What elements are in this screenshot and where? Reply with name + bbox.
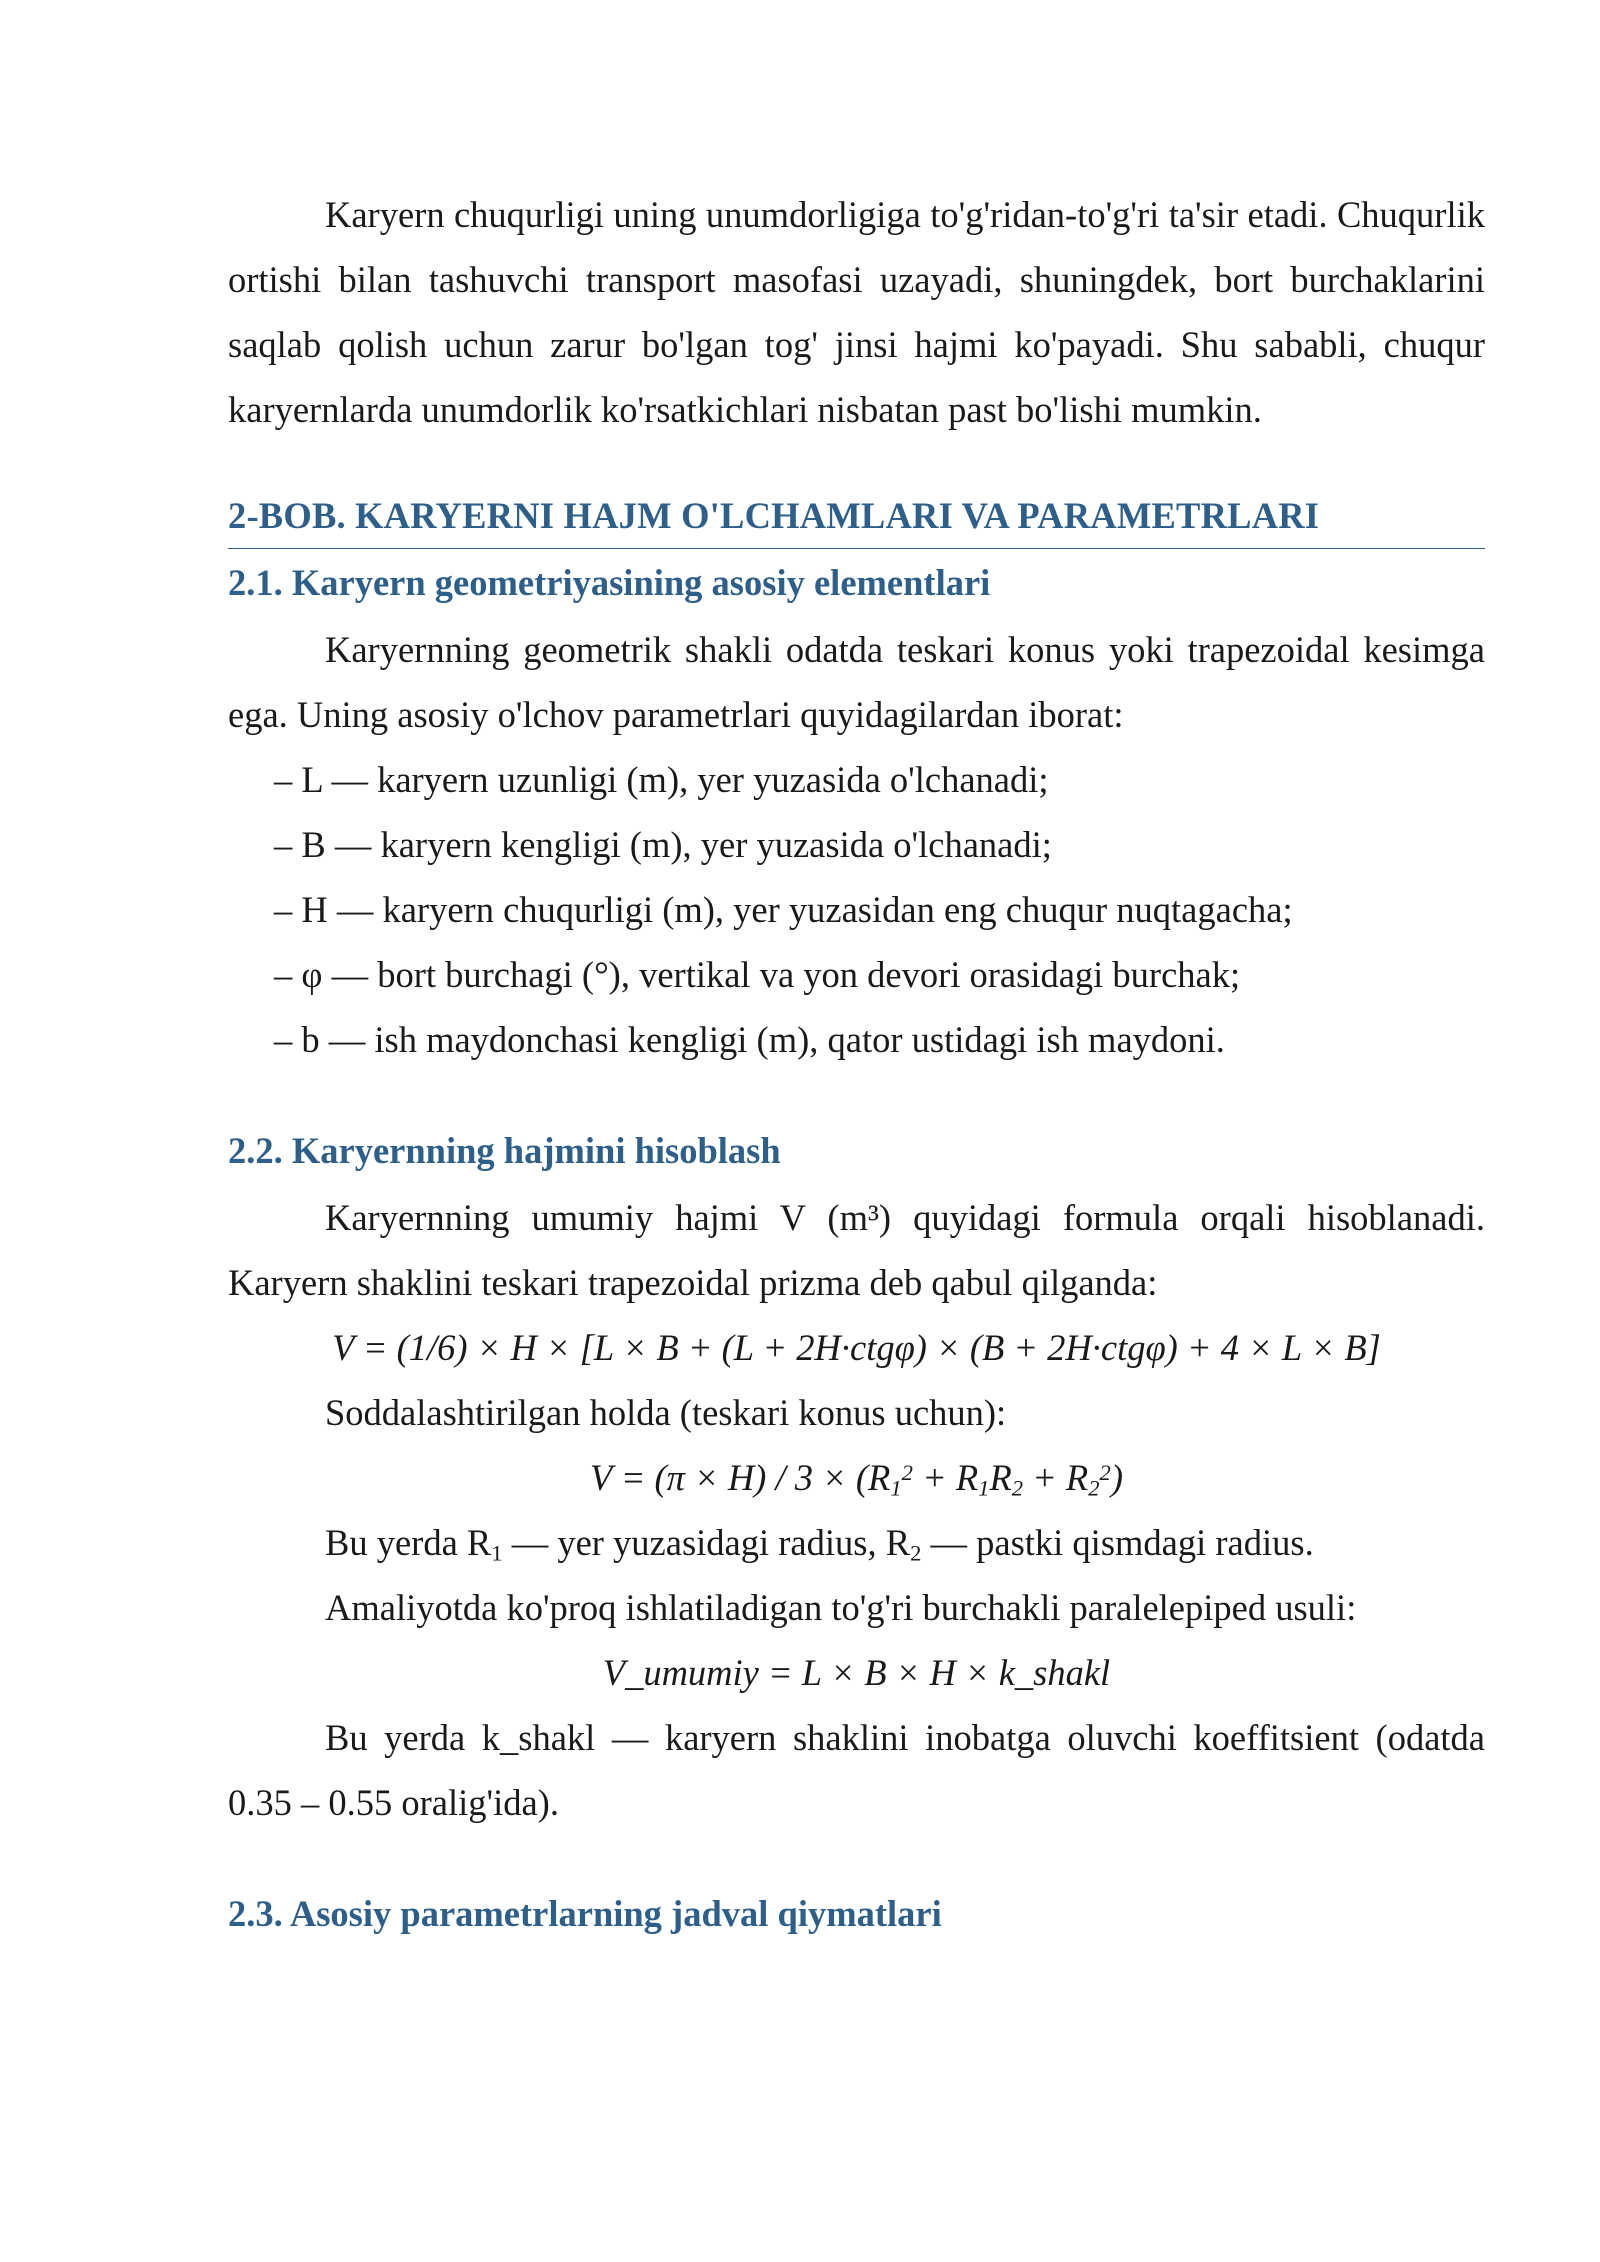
coefficient-note: Bu yerda k_shakl — karyern shaklini inobatga oluvchi koeffitsient (odatda 0.35 – 0.55 oralig'ida). [228,1717,1485,1823]
document-page [228,182,1485,1948]
intro-paragraph: Karyern chuqurligi uning unumdorligiga to'g'ridan-to'g'ri ta'sir etadi. Chuqurlik ortishi bilan tashuvchi transport masofasi uzayadi, shuningdek, bort burchaklarini saqlab qolish uchun zarur bo'lgan tog' jinsi hajmi ko'payadi. Shu sababli, chuqur karyernlarda unumdorlik ko'rsatkichlari nisbatan past bo'lishi mumkin. [228,194,1485,430]
formula-trapezoidal-prism: V = (1/6) × H × [L × B + (L + 2H·ctgφ) × (B + 2H·ctgφ) + 4 × L × B] [332,1327,1381,1368]
section-2-1-paragraph: Karyernning geometrik shakli odatda teskari konus yoki trapezoidal kesimga ega. Uning asosiy o'lchov parametrlari quyidagilardan iborat: [228,629,1485,735]
formula-parallelepiped: V_umumiy = L × B × H × k_shakl [602,1652,1111,1693]
chapter-heading: 2-BOB. KARYERNI HAJM O'LCHAMLARI VA PARAMETRLARI [228,484,1485,549]
radius-note: Bu yerda $R_1$ — yer yuzasidagi radius, $R_2$ — pastki qismdagi radius. [325,1522,1314,1566]
section-heading-2-3: 2.3. Asosiy parametrlarning jadval qiymatlari [228,1893,942,1934]
parameter-item-h: – H — karyern chuqurligi (m), yer yuzasidan eng chuqur nuqtagacha; [274,889,1293,930]
parameter-item-l: – L — karyern uzunligi (m), yer yuzasida o'lchanadi; [274,759,1049,800]
parameter-list [228,747,1485,1072]
simplified-label: Soddalashtirilgan holda (teskari konus uchun): [325,1392,1007,1433]
formula-inverted-cone: $V = (\pi \times H) / 3 \times (R_1^2 + R_1R_2 + R_2^2)$ [589,1457,1124,1501]
parameter-item-phi: – φ — bort burchagi (°), vertikal va yon devori orasidagi burchak; [274,954,1241,995]
parameter-item-b-width: – B — karyern kengligi (m), yer yuzasida o'lchanadi; [274,824,1052,865]
section-2-2-paragraph: Karyernning umumiy hajmi V (m³) quyidagi formula orqali hisoblanadi. Karyern shaklini teskari trapezoidal prizma deb qabul qilganda: [228,1197,1485,1303]
section-heading-2-1: 2.1. Karyern geometriyasining asosiy elementlari [228,562,991,603]
practice-label: Amaliyotda ko'proq ishlatiladigan to'g'ri burchakli paralelepiped usuli: [325,1587,1357,1628]
parameter-item-b-bench: – b — ish maydonchasi kengligi (m), qator ustidagi ish maydoni. [274,1019,1225,1060]
section-heading-2-2: 2.2. Karyernning hajmini hisoblash [228,1130,781,1171]
